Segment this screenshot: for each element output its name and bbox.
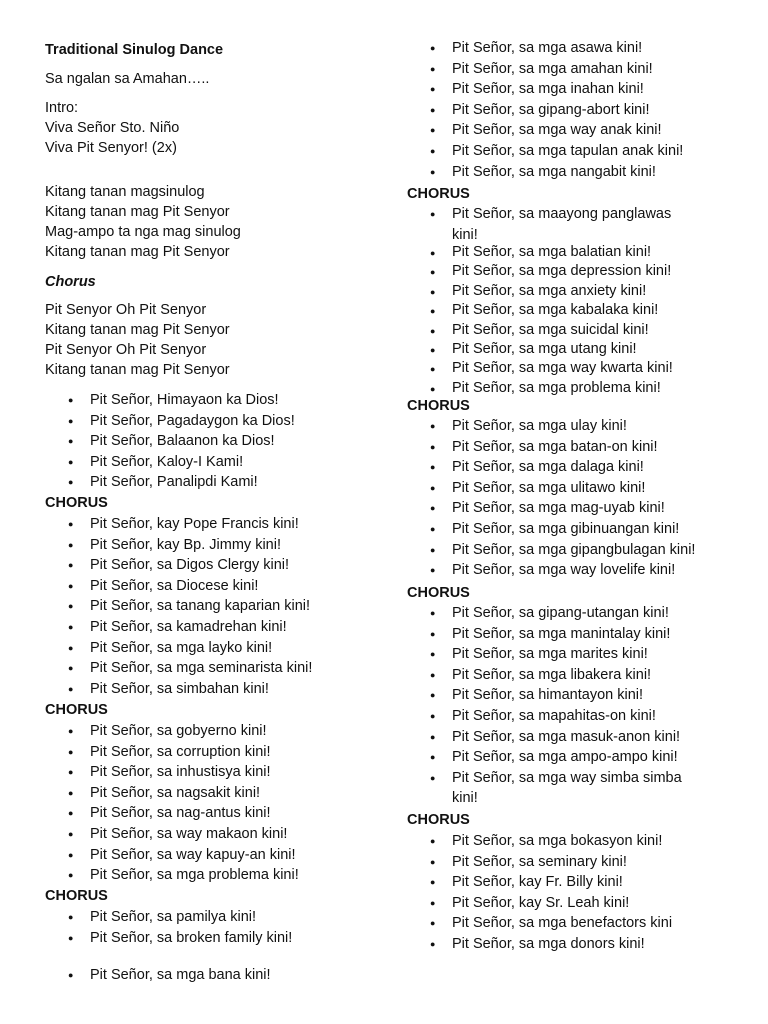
bullet-list (407, 243, 752, 398)
list-item-text-wrap: kini! (452, 790, 478, 807)
list-item: ● Pit Señor, sa mga balatian kini! (407, 243, 752, 262)
verse-line: Kitang tanan magsinulog (45, 184, 205, 200)
intro-label: Intro: (45, 100, 79, 116)
list-item: ● Pit Señor, sa mga ulitawo kini! (407, 478, 752, 499)
chorus-marker: CHORUS (407, 812, 470, 828)
list-item: ● Pit Señor, Himayaon ka Dios! (45, 390, 390, 411)
list-item: ● Pit Señor, kay Pope Francis kini! (45, 514, 390, 535)
bullet-list (407, 416, 752, 581)
list-item (407, 204, 752, 245)
list-item: ● Pit Señor, sa mga way kwarta kini! (407, 359, 752, 378)
list-item: ● Pit Señor, sa Diocese kini! (45, 576, 390, 597)
list-item: ● Pit Señor, sa corruption kini! (45, 742, 390, 763)
list-item: ● Pit Señor, sa mapahitas-on kini! (407, 706, 752, 727)
list-item: ● Pit Señor, sa tanang kaparian kini! (45, 596, 390, 617)
list-item: ● Pit Señor, sa Digos Clergy kini! (45, 555, 390, 576)
list-item: ● Pit Señor, sa mga depression kini! (407, 262, 752, 281)
list-item-text-wrap: kini! (452, 226, 478, 243)
list-item: ● Pit Señor, sa mga inahan kini! (407, 79, 752, 100)
list-item: ● Pit Señor, kay Fr. Billy kini! (407, 872, 752, 893)
chorus-heading: Chorus (45, 274, 96, 290)
list-item: ● Pit Señor, sa mga libakera kini! (407, 665, 752, 686)
intro-line: Viva Pit Senyor! (2x) (45, 140, 177, 156)
list-item: ● Pit Señor, sa mga amahan kini! (407, 59, 752, 80)
chorus-line: Kitang tanan mag Pit Senyor (45, 322, 230, 338)
list-item: ● Pit Señor, sa pamilya kini! (45, 907, 390, 928)
list-item: ● Pit Señor, sa mga nangabit kini! (407, 162, 752, 183)
intro-line: Viva Señor Sto. Niño (45, 120, 180, 136)
list-item: ● Pit Señor, sa mga ampo-ampo kini! (407, 747, 752, 768)
list-item: ● Pit Señor, sa gipang-abort kini! (407, 100, 752, 121)
list-item: ● Pit Señor, sa mga mag-uyab kini! (407, 498, 752, 519)
chorus-marker: CHORUS (407, 585, 470, 601)
list-item: ● Pit Señor, sa gipang-utangan kini! (407, 603, 752, 624)
list-item: ● Pit Señor, sa mga bokasyon kini! (407, 831, 752, 852)
bullet-list (45, 907, 390, 948)
list-item: ● Pit Señor, sa mga asawa kini! (407, 38, 752, 59)
list-item: ● Pit Señor, sa inhustisya kini! (45, 762, 390, 783)
chorus-line: Kitang tanan mag Pit Senyor (45, 362, 230, 378)
list-item: ● Pit Señor, sa mga ulay kini! (407, 416, 752, 437)
list-item: ● Pit Señor, sa mga dalaga kini! (407, 457, 752, 478)
list-item: ● Pit Señor, sa mga suicidal kini! (407, 321, 752, 340)
verse-line: Mag-ampo ta nga mag sinulog (45, 224, 241, 240)
list-item (407, 768, 752, 809)
bullet-list (407, 603, 752, 809)
list-item: ● Pit Señor, sa mga layko kini! (45, 638, 390, 659)
list-item: ● Pit Señor, sa mga problema kini! (45, 865, 390, 886)
list-item: ● Pit Señor, kay Sr. Leah kini! (407, 893, 752, 914)
bullet-list (407, 831, 752, 955)
chorus-marker: CHORUS (45, 888, 108, 904)
list-item: ● Pit Señor, sa mga tapulan anak kini! (407, 141, 752, 162)
list-item: ● Pit Señor, sa mga problema kini! (407, 379, 752, 398)
list-item: ● Pit Señor, sa mga bana kini! (45, 965, 390, 986)
list-item: ● Pit Señor, sa mga gipangbulagan kini! (407, 540, 752, 561)
bullet-list (407, 204, 752, 245)
list-item: ● Pit Señor, Balaanon ka Dios! (45, 431, 390, 452)
list-item-text: Pit Señor, sa mga way simba simba (452, 769, 682, 786)
list-item: ● Pit Señor, sa nag-antus kini! (45, 803, 390, 824)
chorus-marker: CHORUS (45, 702, 108, 718)
list-item: ● Pit Señor, sa mga batan-on kini! (407, 437, 752, 458)
list-item: ● Pit Señor, sa mga benefactors kini (407, 913, 752, 934)
list-item: ● Pit Señor, sa mga donors kini! (407, 934, 752, 955)
list-item: ● Pit Señor, sa broken family kini! (45, 928, 390, 949)
list-item: ● Pit Señor, sa way makaon kini! (45, 824, 390, 845)
list-item: ● Pit Señor, sa gobyerno kini! (45, 721, 390, 742)
document-title: Traditional Sinulog Dance (45, 42, 224, 58)
list-item: ● Pit Señor, sa mga kabalaka kini! (407, 301, 752, 320)
list-item: ● Pit Señor, sa kamadrehan kini! (45, 617, 390, 638)
verse-line: Kitang tanan mag Pit Senyor (45, 244, 230, 260)
list-item: ● Pit Señor, sa way kapuy-an kini! (45, 845, 390, 866)
opening-prayer: Sa ngalan sa Amahan….. (45, 71, 210, 87)
chorus-marker: CHORUS (407, 186, 470, 202)
list-item-text: Pit Señor, sa maayong panglawas (452, 206, 672, 222)
list-item: ● Pit Señor, sa seminary kini! (407, 852, 752, 873)
chorus-marker: CHORUS (407, 398, 470, 414)
verse-line: Kitang tanan mag Pit Senyor (45, 204, 230, 220)
list-item: ● Pit Señor, sa mga utang kini! (407, 340, 752, 359)
list-item: ● Pit Señor, sa mga way lovelife kini! (407, 560, 752, 581)
bullet-list (407, 38, 752, 182)
list-item: ● Pit Señor, Panalipdi Kami! (45, 472, 390, 493)
list-item: ● Pit Señor, sa mga anxiety kini! (407, 282, 752, 301)
list-item: ● Pit Señor, sa mga way anak kini! (407, 120, 752, 141)
bullet-list (45, 721, 390, 886)
chorus-line: Pit Senyor Oh Pit Senyor (45, 302, 207, 318)
list-item: ● Pit Señor, sa himantayon kini! (407, 685, 752, 706)
bullet-list (45, 390, 390, 493)
chorus-line: Pit Senyor Oh Pit Senyor (45, 342, 207, 358)
list-item: ● Pit Señor, sa mga marites kini! (407, 644, 752, 665)
list-item: ● Pit Señor, sa mga gibinuangan kini! (407, 519, 752, 540)
list-item: ● Pit Señor, sa mga masuk-anon kini! (407, 727, 752, 748)
list-item: ● Pit Señor, sa mga seminarista kini! (45, 658, 390, 679)
list-item: ● Pit Señor, Kaloy-I Kami! (45, 452, 390, 473)
bullet-list (45, 514, 390, 699)
list-item: ● Pit Señor, sa simbahan kini! (45, 679, 390, 700)
list-item: ● Pit Señor, sa nagsakit kini! (45, 783, 390, 804)
bullet-list (45, 965, 390, 986)
list-item: ● Pit Señor, Pagadaygon ka Dios! (45, 411, 390, 432)
list-item: ● Pit Señor, kay Bp. Jimmy kini! (45, 535, 390, 556)
chorus-marker: CHORUS (45, 495, 108, 511)
list-item: ● Pit Señor, sa mga manintalay kini! (407, 624, 752, 645)
